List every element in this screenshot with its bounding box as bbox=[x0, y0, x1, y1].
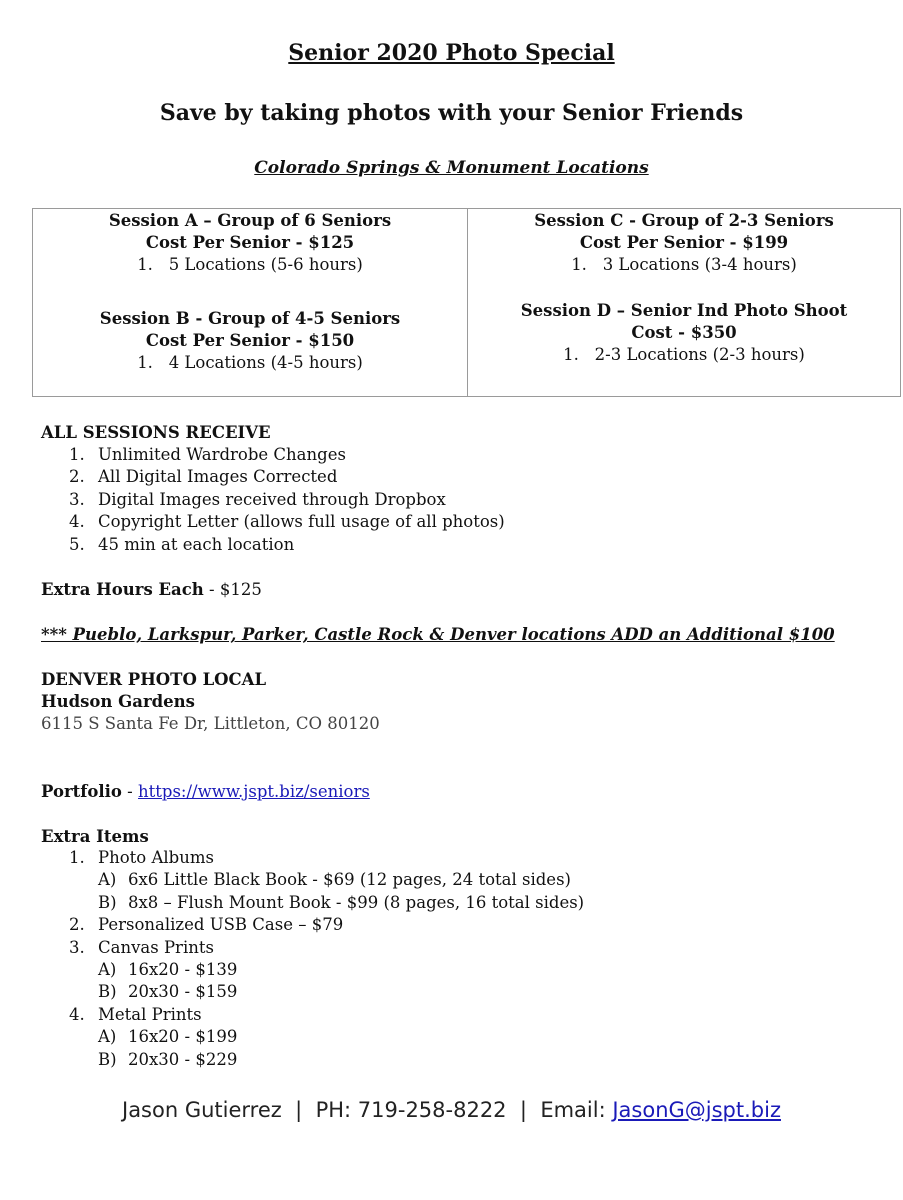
extra-items-list bbox=[41, 847, 584, 1071]
session-b-item-text: 4 Locations (4-5 hours) bbox=[168, 353, 363, 372]
session-c-item-text: 3 Locations (3-4 hours) bbox=[602, 255, 797, 274]
sub-list-item bbox=[41, 869, 584, 891]
session-table bbox=[32, 208, 901, 397]
list-item-text: All Digital Images Corrected bbox=[98, 467, 338, 487]
sub-item-letter: B) bbox=[98, 1049, 117, 1069]
list-item-number: 4. bbox=[69, 1004, 85, 1024]
session-a-item-number: 1. bbox=[137, 255, 153, 274]
list-item-number: 1. bbox=[69, 848, 85, 867]
list-item-number: 5. bbox=[69, 534, 85, 554]
extra-items-heading: Extra Items bbox=[41, 827, 149, 846]
list-item-number: 2. bbox=[69, 467, 85, 487]
portfolio-separator: - bbox=[121, 782, 139, 801]
list-item-number: 3. bbox=[69, 937, 85, 957]
list-item-number: 4. bbox=[69, 512, 85, 532]
session-b-item-number: 1. bbox=[137, 353, 153, 372]
surcharge-note: *** Pueblo, Larkspur, Parker, Castle Rock & Denver locations ADD an Additional $100 bbox=[41, 625, 835, 644]
list-item-text: Metal Prints bbox=[98, 1004, 202, 1024]
sub-item-text: 16x20 - $199 bbox=[128, 1027, 238, 1047]
list-item-text: Copyright Letter (allows full usage of all photos) bbox=[98, 512, 505, 532]
list-item bbox=[41, 534, 505, 556]
session-c bbox=[468, 210, 900, 276]
list-item-text: Personalized USB Case – $79 bbox=[98, 915, 344, 935]
session-c-item-number: 1. bbox=[571, 255, 587, 274]
sub-item-letter: A) bbox=[98, 960, 117, 980]
locations-heading: Colorado Springs & Monument Locations bbox=[254, 158, 649, 178]
session-a-item bbox=[33, 254, 467, 276]
footer-separator: | bbox=[506, 1098, 541, 1122]
list-item bbox=[41, 1004, 584, 1026]
session-b-item bbox=[33, 352, 467, 374]
extra-hours-label: Extra Hours Each bbox=[41, 580, 204, 599]
list-item bbox=[41, 914, 584, 936]
session-a-title: Session A – Group of 6 Seniors bbox=[108, 211, 392, 230]
extra-hours-value: - $125 bbox=[203, 580, 262, 599]
list-item bbox=[41, 466, 505, 488]
list-item bbox=[41, 847, 584, 869]
session-a-item-text: 5 Locations (5-6 hours) bbox=[168, 255, 363, 274]
sub-item-letter: B) bbox=[98, 892, 117, 912]
session-b-title: Session B - Group of 4-5 Seniors bbox=[99, 309, 401, 328]
session-d-item-number: 1. bbox=[563, 345, 579, 364]
sub-list-item bbox=[41, 981, 584, 1003]
portfolio-link[interactable]: https://www.jspt.biz/seniors bbox=[138, 782, 370, 801]
sub-item-letter: A) bbox=[98, 870, 117, 890]
list-item-number: 1. bbox=[69, 445, 85, 464]
list-item bbox=[41, 489, 505, 511]
denver-venue: Hudson Gardens bbox=[41, 692, 195, 711]
session-a bbox=[33, 210, 467, 276]
sub-list-item bbox=[41, 892, 584, 914]
session-d-item-text: 2-3 Locations (2-3 hours) bbox=[594, 345, 805, 364]
all-sessions-heading: ALL SESSIONS RECEIVE bbox=[41, 423, 271, 442]
list-item bbox=[41, 937, 584, 959]
list-item bbox=[41, 511, 505, 533]
list-item-text: Digital Images received through Dropbox bbox=[98, 489, 446, 509]
contact-phone: PH: 719-258-8222 bbox=[315, 1098, 507, 1122]
list-item-number: 2. bbox=[69, 915, 85, 935]
sub-item-letter: A) bbox=[98, 1027, 117, 1047]
extra-hours-line bbox=[41, 579, 262, 601]
contact-name: Jason Gutierrez bbox=[122, 1098, 282, 1122]
session-d bbox=[468, 300, 900, 366]
denver-address: 6115 S Santa Fe Dr, Littleton, CO 80120 bbox=[41, 714, 380, 733]
sub-item-text: 20x30 - $159 bbox=[128, 982, 238, 1002]
session-c-title: Session C - Group of 2-3 Seniors bbox=[534, 211, 834, 230]
contact-footer bbox=[0, 1094, 903, 1126]
session-d-cost: Cost - $350 bbox=[631, 323, 737, 342]
contact-email-label: Email: bbox=[540, 1098, 613, 1122]
list-item-text: 45 min at each location bbox=[98, 534, 295, 554]
footer-separator: | bbox=[281, 1098, 316, 1122]
sub-item-text: 8x8 – Flush Mount Book - $99 (8 pages, 16 total sides) bbox=[128, 892, 585, 912]
session-a-cost: Cost Per Senior - $125 bbox=[145, 233, 355, 252]
sub-list-item bbox=[41, 959, 584, 981]
session-column-left bbox=[33, 209, 468, 396]
session-column-right bbox=[468, 209, 900, 396]
session-c-cost: Cost Per Senior - $199 bbox=[579, 233, 789, 252]
list-item-text: Unlimited Wardrobe Changes bbox=[98, 445, 346, 464]
session-c-item bbox=[468, 254, 900, 276]
session-d-item bbox=[468, 344, 900, 366]
sub-item-text: 6x6 Little Black Book - $69 (12 pages, 24 total sides) bbox=[128, 870, 571, 890]
session-d-title: Session D – Senior Ind Photo Shoot bbox=[520, 301, 848, 320]
list-item-text: Canvas Prints bbox=[98, 937, 214, 957]
sub-item-letter: B) bbox=[98, 982, 117, 1002]
denver-heading: DENVER PHOTO LOCAL bbox=[41, 670, 267, 689]
session-b bbox=[33, 308, 467, 374]
list-item bbox=[41, 444, 505, 466]
portfolio-label: Portfolio bbox=[41, 782, 122, 801]
sub-list-item bbox=[41, 1026, 584, 1048]
list-item-text: Photo Albums bbox=[98, 848, 214, 867]
sub-item-text: 16x20 - $139 bbox=[128, 960, 238, 980]
contact-email-link[interactable]: JasonG@jspt.biz bbox=[612, 1098, 781, 1122]
sub-list-item bbox=[41, 1049, 584, 1071]
list-item-number: 3. bbox=[69, 489, 85, 509]
session-b-cost: Cost Per Senior - $150 bbox=[145, 331, 355, 350]
page-title: Senior 2020 Photo Special bbox=[288, 40, 615, 66]
all-sessions-list bbox=[41, 444, 505, 556]
portfolio-line bbox=[41, 781, 370, 803]
page-subtitle: Save by taking photos with your Senior Friends bbox=[159, 100, 744, 126]
sub-item-text: 20x30 - $229 bbox=[128, 1049, 238, 1069]
